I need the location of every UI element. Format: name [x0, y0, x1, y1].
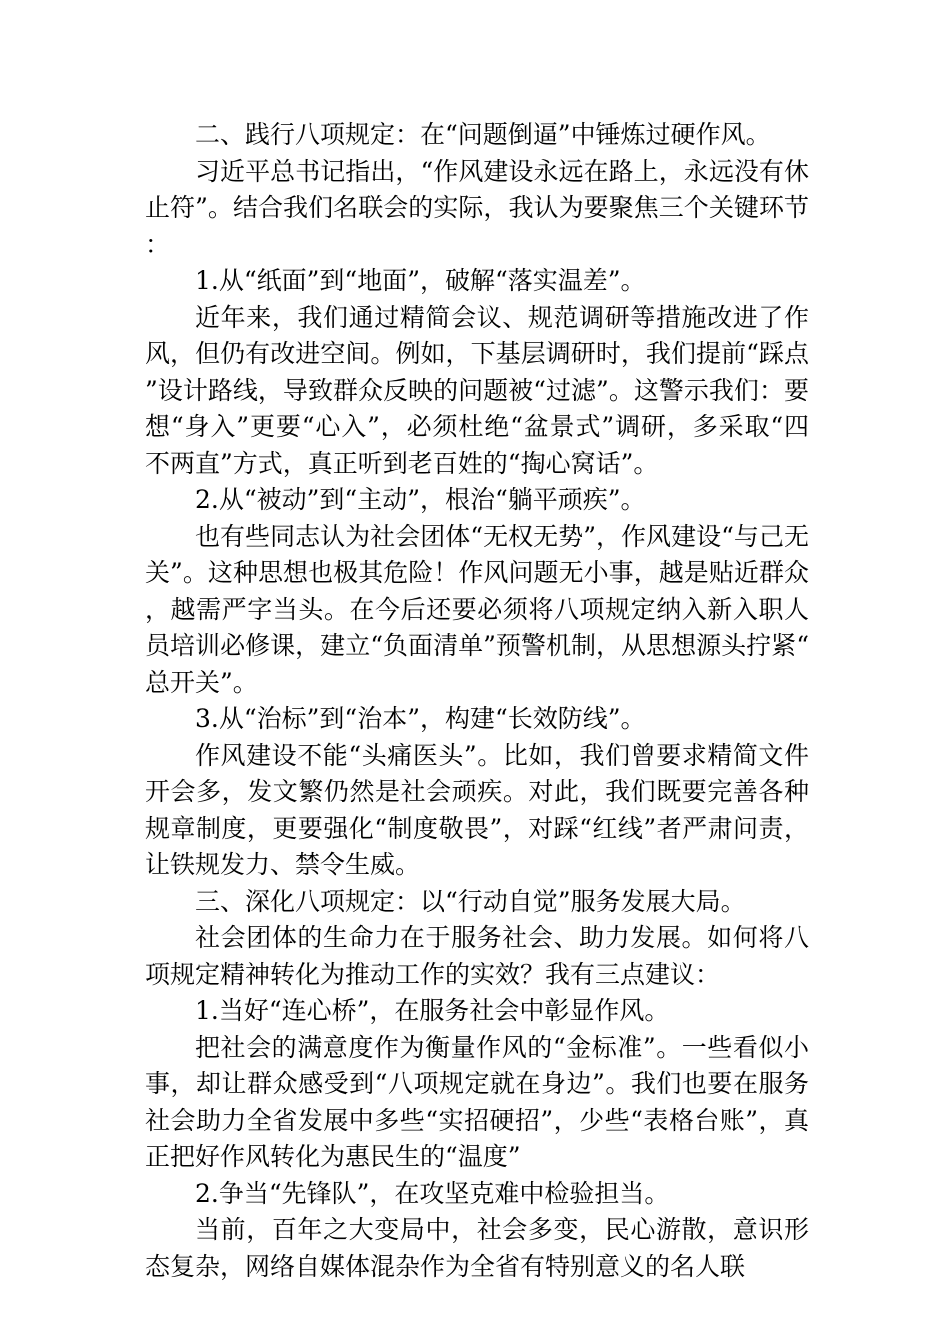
subheading-point-1: 1.从“纸面”到“地面”，破解“落实温差”。: [195, 266, 646, 295]
paragraph-suggestion-2: 当前，百年之大变局中，社会多变，民心游散，意识形态复杂，网络自媒体混杂作为全省有特别意义的名人联: [145, 1215, 809, 1281]
heading-section-three: 三、深化八项规定：以“行动自觉”服务发展大局。: [195, 886, 746, 916]
document-body: [145, 117, 809, 1285]
paragraph-point-3: 作风建设不能“头痛医头”。比如，我们曾要求精简文件开会多，发文繁仍然是社会顽疾。对此，我们既要完善各种规章制度，更要强化“制度敬畏”，对踩“红线”者严肃问责，让铁规发力、禁令生威。: [145, 740, 809, 879]
paragraph-point-1: 近年来，我们通过精简会议、规范调研等措施改进了作风，但仍有改进空间。例如，下基层调研时，我们提前“踩点”设计路线，导致群众反映的问题被“过滤”。这警示我们：要想“身入”更要“心入”，必须杜绝“盆景式”调研，多采取“四不两直”方式，真正听到老百姓的“掏心窝话”。: [145, 302, 809, 478]
subheading-suggestion-2: 2.争当“先锋队”，在攻坚克难中检验担当。: [195, 1178, 670, 1208]
subheading-point-3: 3.从“治标”到“治本”，构建“长效防线”。: [195, 704, 646, 733]
paragraph-suggestion-1: 把社会的满意度作为衡量作风的“金标准”。一些看似小事，却让群众感受到“八项规定就在身边”。我们也要在服务社会助力全省发展中多些“实招硬招”，少些“表格台账”，真正把好作风转化为惠民生的“温度”: [145, 1032, 809, 1171]
subheading-point-2: 2.从“被动”到“主动”，根治“躺平顽疾”。: [195, 485, 646, 514]
paragraph-section-three-intro: 社会团体的生命力在于服务社会、助力发展。如何将八项规定精神转化为推动工作的实效？我有三点建议：: [145, 923, 809, 989]
heading-section-two: 二、践行八项规定：在“问题倒逼”中锤炼过硬作风。: [195, 120, 771, 149]
paragraph-point-2: 也有些同志认为社会团体“无权无势”，作风建设“与己无关”。这种思想也极其危险！作风问题无小事，越是贴近群众，越需严字当头。在今后还要必须将八项规定纳入新入职人员培训必修课，建立“负面清单”预警机制，从思想源头拧紧“总开关”。: [145, 521, 809, 697]
subheading-suggestion-1: 1.当好“连心桥”，在服务社会中彰显作风。: [195, 996, 670, 1025]
paragraph-intro-quote: 习近平总书记指出，“作风建设永远在路上，永远没有休止符”。结合我们名联会的实际，我认为要聚焦三个关键环节：: [145, 156, 809, 259]
